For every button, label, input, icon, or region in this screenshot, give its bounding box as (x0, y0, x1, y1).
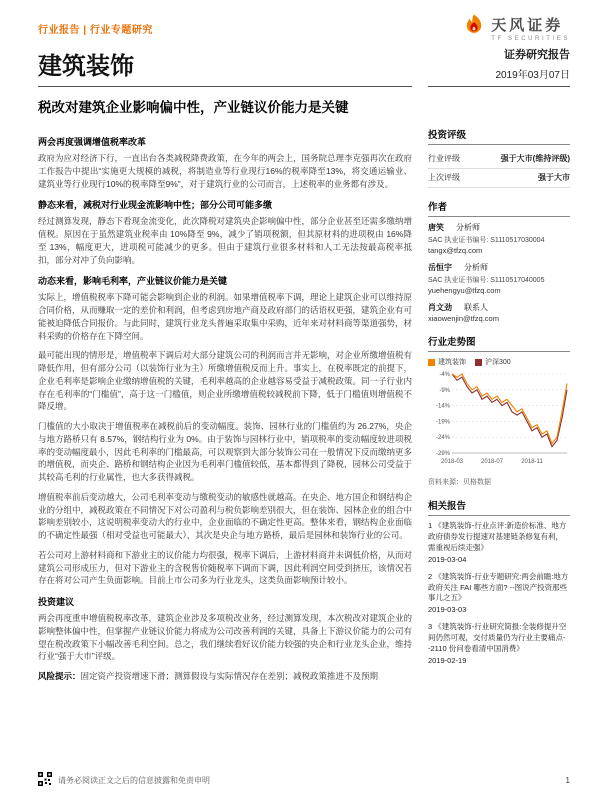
page-title: 税改对建筑企业影响偏中性，产业链议价能力是关键 (38, 100, 349, 115)
chart-legend (428, 357, 570, 367)
body-paragraph: 门槛值的大小取决于增值税率在减税前后的变动幅度。装饰、园林行业的门槛值约为 26.27%，央企与地方路桥只有 8.57%，钢结构行业为 0%。由于装饰与园林行业中，销项税率的变动幅度较进项税率的变动幅度最小，因此毛利率的门槛最高，可以观察到大部分装饰公司在一般情况下反而缴纳更多的增值税，而央企、路桥和钢结构企业因为毛利率门槛值较低，基本都得到了降税，园林公司受益于其较高毛利的行业属性，也大多获得减税。 (38, 421, 413, 483)
author-name: 唐笑 (428, 223, 444, 233)
trend-line-chart (428, 369, 570, 469)
rating-row (428, 150, 570, 169)
legend-swatch (475, 359, 482, 366)
rating-label: 行业评级 (428, 154, 460, 164)
rating-section (428, 127, 570, 188)
svg-text:-4%: -4% (439, 372, 450, 379)
svg-text:2018-03: 2018-03 (440, 459, 464, 466)
brand-name: 天风证券 (491, 16, 564, 34)
svg-text:-29%: -29% (435, 451, 450, 458)
author-block (428, 302, 570, 323)
body-paragraph: 若公司对上游材料商和下游业主的议价能力均很强，税率下调后，上游材料商并未调低价格，从而对建筑公司形成压力，但对下游业主的含税售价随税率下调而下调，因此利润空间受到挤压，该情况若存在将对公司产生负面影响。目前上市公司多为行业龙头，这类负面影响预计较小。 (38, 549, 413, 586)
body-paragraph: 政府为应对经济下行，一直出台各类减税降费政策，在今年的两会上，国务院总理李克强再次在政府工作报告中提出“实施更大规模的减税，将制造业等行业现行16%的税率降至13%，将交通运输业、建筑业等行业现行10%的税率降至9%”，对于建筑行业的公司而言，上述税率的业务都有涉及。 (38, 153, 413, 189)
legend-swatch (428, 359, 435, 366)
chart-heading: 行业走势图 (428, 334, 570, 352)
body-paragraph: 增值税率前后变动越大，公司毛利率变动与缴税变动的敏感性就越高。在央企、地方国企和钢结构企业的分组中，减税政策在不同情况下对公司盈利与税负影响差别很大，但在装饰、园林企业的组合中影响差别较小，这说明税率变动大的行业中，企业面临的不确定性更高。整体来看，钢结构企业面临的不确定性最强（相对受益也可能最大），其次是央企与地方路桥，最后是园林和装饰行业的公司。 (38, 491, 413, 541)
body-paragraph: 最可能出现的情形是，增值税率下调后对大部分建筑公司的利润而言并无影响，对企业所缴增值税有降低作用，但有部分公司（以装饰行业为主）所缴增值税反而上升。事实上，在税率既定的前提下，企业毛利率是影响企业缴纳增值税的关键，毛利率越高的企业越容易受益于减税政策。同一子行业内存在毛利率的“门槛值”，高于这一门槛值，则企业所缴增值税较减税前下降，低于门槛值则增值税不降反增。 (38, 350, 413, 412)
rating-row (428, 169, 570, 188)
body-paragraph: 实际上，增值税税率下降可能会影响到企业的利润。如果增值税率下调，理论上建筑企业可以维持原合同价格，从而赚取一定的差价和利润，但考虑到房地产商及政府部门的话语权更强，建筑企业有可能被迫降低合同报价。与此同时，建筑行业龙头普遍采取集中采购，近年来对材料商等渠道强势，材料采购的价格存在下降空间。 (38, 292, 413, 341)
svg-text:-19%: -19% (435, 419, 450, 426)
report-date: 2019-03-03 (428, 605, 467, 615)
risk-paragraph (38, 670, 412, 683)
chart-source: 资料来源：贝格数据 (428, 479, 491, 487)
author-sac: SAC 执业证书编号: S1110517040005 (428, 277, 545, 285)
author-name: 岳恒宇 (428, 263, 452, 273)
report-link (428, 622, 570, 667)
authors-section (428, 199, 570, 323)
author-role: 联系人 (464, 303, 488, 313)
author-block (428, 262, 570, 295)
brand-name-en: TF SECURITIES (491, 35, 570, 42)
rating-label: 上次评级 (428, 173, 460, 183)
report-link (428, 521, 570, 566)
rating-value: 强于大市(维持评级) (500, 154, 570, 164)
qr-code-icon (38, 772, 52, 788)
risk-label: 风险提示： (38, 671, 81, 682)
svg-text:2018-07: 2018-07 (480, 459, 504, 466)
report-date: 2019-02-19 (428, 655, 467, 665)
flame-icon (462, 13, 486, 42)
related-reports-section (428, 498, 570, 667)
brand-logo (462, 13, 570, 42)
report-type-label: 行业报告 | 行业专题研究 (38, 25, 153, 36)
legend-label: 沪深300 (485, 359, 511, 367)
svg-text:2018-11: 2018-11 (521, 459, 543, 466)
author-email: yuehengyu@tfzq.com (428, 286, 501, 296)
section-heading: 两会再度强调增值税率改革 (38, 137, 147, 148)
section-heading: 投资建议 (38, 597, 75, 608)
header-divider (0, 86, 600, 87)
report-date: 2019年03月07日 (495, 70, 570, 81)
industry-name: 建筑装饰 (38, 53, 134, 80)
svg-text:-9%: -9% (439, 388, 450, 395)
section-heading: 静态来看，减税对行业现金流影响中性；部分公司可能多缴 (38, 200, 273, 211)
svg-text:-24%: -24% (435, 435, 450, 442)
body-paragraph: 经过测算发现，静态下看现金流变化，此次降税对建筑央企影响偏中性，部分企业甚至还需多缴纳增值税。原因在于虽然建筑业税率由 10%降至 9%，减少了销项税额，但其原材料的进项税由 16%降至 13%，幅度更大，进项税可能减少的更多。但由于建筑行业很多材料和人工无法按最高税率抵扣，部分对冲了负向影响。 (38, 216, 413, 265)
svg-text:-14%: -14% (435, 403, 450, 410)
author-block (428, 222, 570, 255)
report-title: 2 《建筑装饰-行业专题研究:两会前瞻:地方政府关注 FAI 哪些方面? --图说产投资那些事儿之五》 (428, 571, 569, 603)
page-footer (38, 772, 570, 788)
sidebar (428, 127, 570, 690)
author-role: 分析师 (456, 223, 480, 233)
industry-trend-chart (428, 334, 570, 487)
authors-heading: 作者 (428, 199, 570, 217)
rating-heading: 投资评级 (428, 127, 570, 145)
main-column (38, 127, 412, 690)
author-email: tangx@tfzq.com (428, 246, 483, 256)
report-title: 1 《建筑装饰-行业点评:新造价标准、地方政府债券发行提速对基建链条修复有利，需重视后续走强》 (428, 521, 567, 552)
report-date: 2019-03-04 (428, 554, 467, 564)
legend-label: 建筑装饰 (438, 359, 466, 367)
report-link (428, 572, 570, 617)
rating-value: 强于大市 (538, 173, 570, 183)
author-sac: SAC 执业证书编号: S1110517030004 (428, 237, 545, 245)
author-role: 分析师 (464, 263, 488, 273)
body-paragraph: 两会再度重申增值税税率改革，建筑企业涉及多项税改业务，经过测算发现，本次税改对建筑企业的影响整体偏中性，但掌握产业链议价能力将成为公司改善利润的关键，具备上下游议价能力的公司有望在税改政策下小幅改善毛利空间。总之，我们继续看好议价能力较强的央企和行业龙头企业，维持行业“强于大市”评级。 (38, 613, 413, 662)
risk-text: 固定资产投资增速下滑；测算假设与实际情况存在差别；减税政策推进不及预期 (80, 671, 379, 682)
author-email: xiaowenjin@tfzq.com (428, 314, 499, 324)
top-bar (0, 0, 600, 42)
reports-heading: 相关报告 (428, 498, 570, 516)
report-label: 证券研究报告 (504, 49, 570, 61)
page-number: 1 (565, 775, 570, 785)
disclaimer-text: 请务必阅读正文之后的信息披露和免责申明 (58, 775, 210, 785)
section-heading: 动态来看，影响毛利率，产业链议价能力是关键 (38, 276, 228, 287)
header-row (0, 42, 600, 81)
author-name: 肖文劲 (428, 303, 452, 313)
report-title: 3 《建筑装饰-行业研究简报:全装修提升空间仍然可观，交付质量仍为行业主要痛点--2110 份问卷看清中国消费》 (428, 622, 567, 653)
